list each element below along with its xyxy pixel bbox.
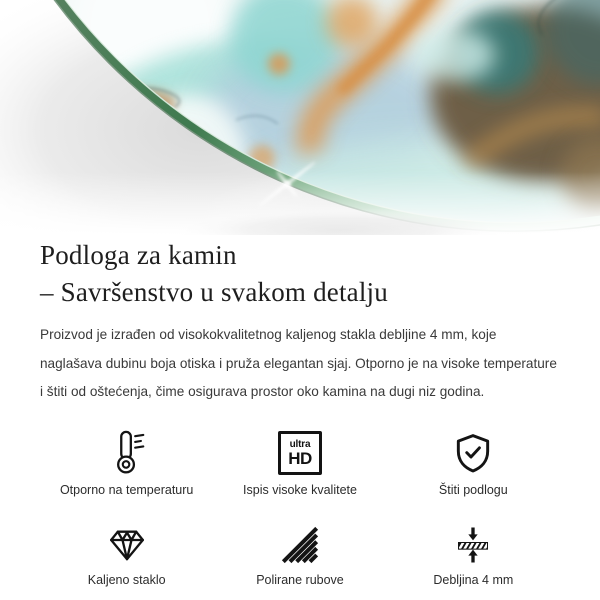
product-details [0,237,600,587]
diamond-icon [105,517,149,565]
feature-label: Debljina 4 mm [433,572,514,587]
feature-label: Polirane rubove [256,572,344,587]
hero-image [0,0,600,235]
shield-check-icon [451,427,495,475]
feature-label: Otporno na temperaturu [59,482,194,497]
feature-tempered-glass [40,517,213,587]
polished-edges-icon [280,517,320,565]
feature-label: Kaljeno staklo [87,572,166,587]
feature-grid [40,427,560,587]
feature-temperature [40,427,213,497]
feature-protects [387,427,560,497]
feature-polished-edges [213,517,386,587]
title-line-2: – Savršenstvo u svakom detalju [40,277,388,307]
product-description: Proizvod je izrađen od visokokvalitetnog kaljenog stakla debljine 4 mm, koje naglašava dubinu boja otiska i pruža elegantan sjaj. Otporno je na visoke temperature i štiti od oštećenja, čime osigurava prostor oko kamina na dugi niz godina. [40,327,557,399]
thermometer-icon [107,427,147,475]
product-photo [0,0,600,235]
thickness-icon [453,517,493,565]
ultra-hd-icon: ultra HD [278,427,322,475]
page-title [40,237,560,311]
feature-print-quality [213,427,386,497]
feature-label: Ispis visoke kvalitete [243,482,357,497]
title-line-1: Podloga za kamin [40,240,237,270]
feature-label: Štiti podlogu [438,482,508,497]
feature-thickness [387,517,560,587]
